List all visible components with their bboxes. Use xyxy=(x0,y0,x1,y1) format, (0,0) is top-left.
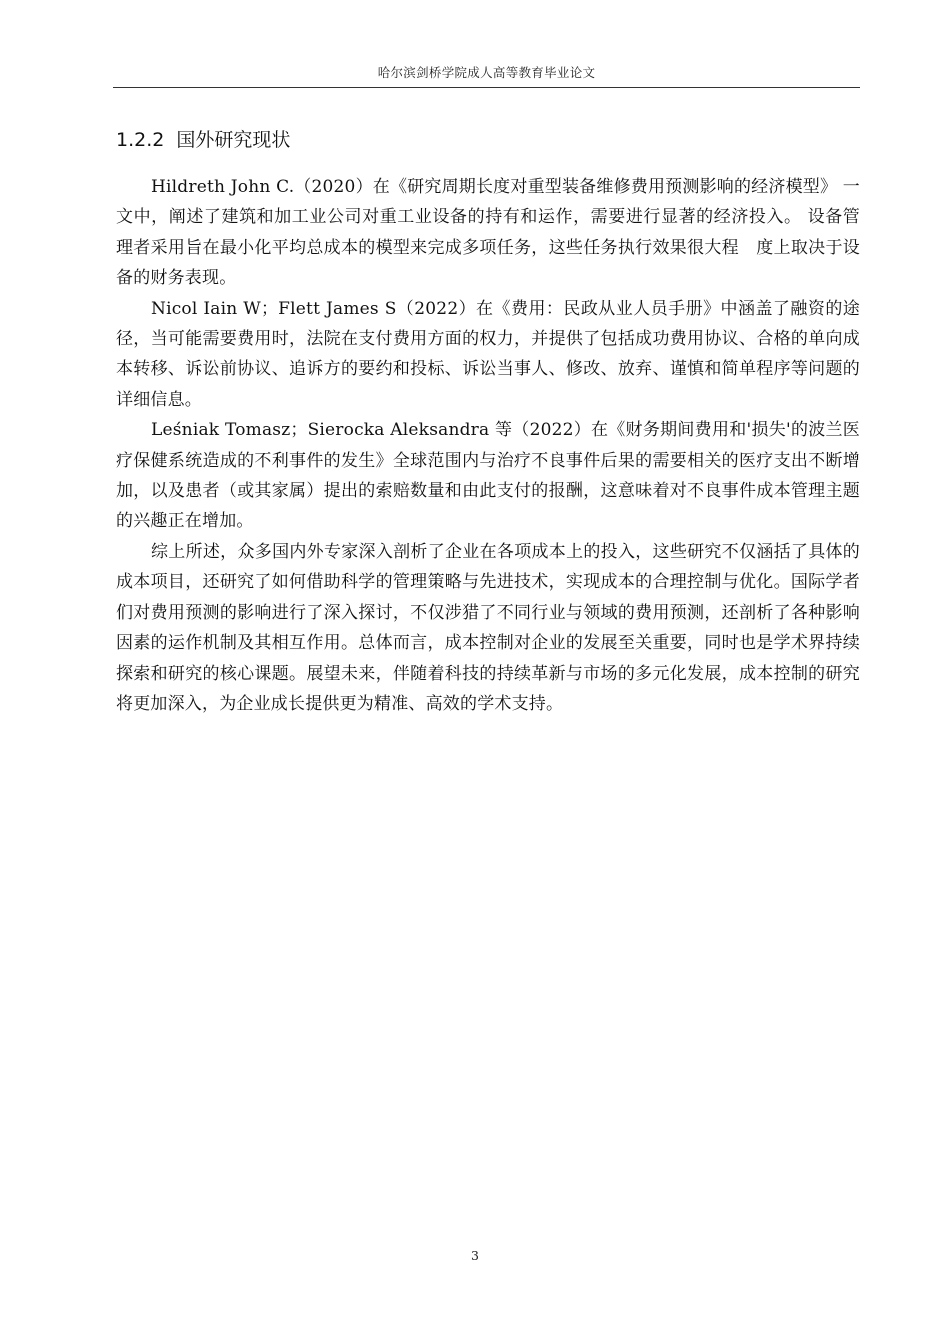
paragraph-nicol: Nicol Iain W；Flett James S（2022）在《费用：民政从业人员手册》中涵盖了融资的途径，当可能需要费用时，法院在支付费用方面的权力，并提供了包括成功费用协议、合格的单向成本转移、诉讼前协议、追诉方的要约和投标、诉讼当事人、修改、放弃、谨慎和简单程序等问题的详细信息。 xyxy=(116,298,860,410)
page-number: 3 xyxy=(471,1248,479,1263)
page-header: 哈尔滨剑桥学院成人高等教育毕业论文 xyxy=(377,65,596,80)
body-text xyxy=(116,172,860,719)
section-number: 1.2.2 xyxy=(116,129,165,151)
paragraph-lesniak: Leśniak Tomasz；Sierocka Aleksandra 等（2022）在《财务期间费用和'损失'的波兰医疗保健系统造成的不利事件的发生》全球范围内与治疗不良事件后果的需要相关的医疗支出不断增加，以及患者（或其家属）提出的索赔数量和由此支付的报酬，这意味着对不良事件成本管理主题的兴趣正在增加。 xyxy=(116,420,860,532)
section-title: 国外研究现状 xyxy=(176,129,291,151)
paragraph-summary: 综上所述，众多国内外专家深入剖析了企业在各项成本上的投入，这些研究不仅涵括了具体的成本项目，还研究了如何借助科学的管理策略与先进技术，实现成本的合理控制与优化。国际学者们对费用预测的影响进行了深入探讨，不仅涉猎了不同行业与领域的费用预测，还剖析了各种影响因素的运作机制及其相互作用。总体而言，成本控制对企业的发展至关重要，同时也是学术界持续探索和研究的核心课题。展望未来，伴随着科技的持续革新与市场的多元化发展，成本控制的研究将更加深入，为企业成长提供更为精准、高效的学术支持。 xyxy=(116,541,860,714)
section-heading xyxy=(116,126,290,154)
header-divider xyxy=(113,87,860,88)
paragraph-hildreth: Hildreth John C.（2020）在《研究周期长度对重型装备维修费用预测影响的经济模型》 一文中，阐述了建筑和加工业公司对重工业设备的持有和运作，需要进行显著的经济投入。 设备管理者采用旨在最小化平均总成本的模型来完成多项任务，这些任务执行效果很大程 度上取决于设备的财务表现。 xyxy=(116,177,860,289)
